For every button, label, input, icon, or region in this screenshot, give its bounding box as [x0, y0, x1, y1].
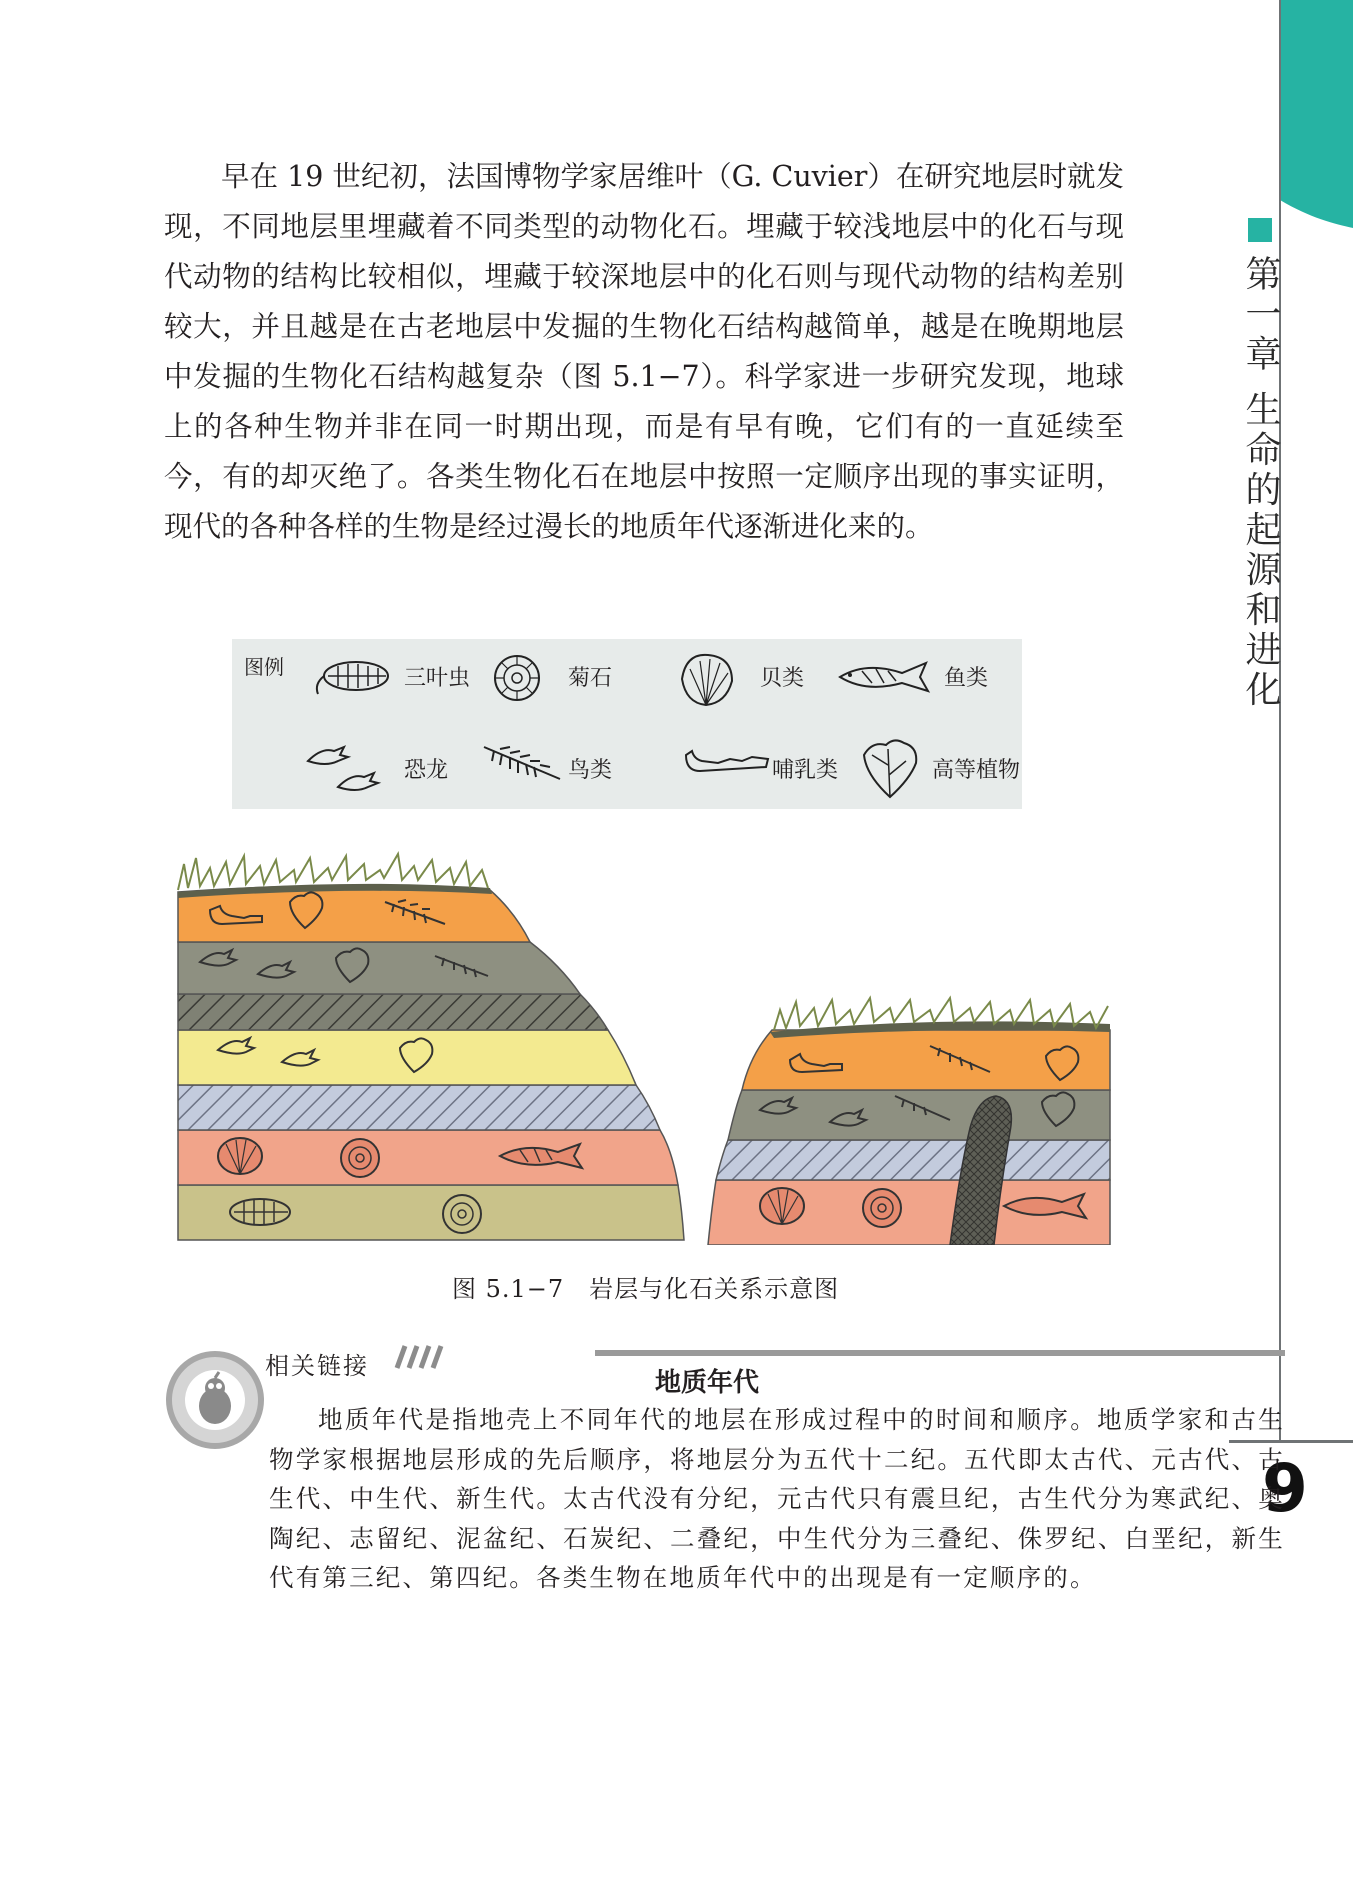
strata-figure [170, 850, 1130, 1245]
body-paragraph: 早在 19 世纪初，法国博物学家居维叶（G. Cuvier）在研究地层时就发现，不同地层里埋藏着不同类型的动物化石。埋藏于较浅地层中的化石与现代动物的结构比较相似，埋藏于较深地层中的化石则与现代动物的结构差别较大，并且越是在古老地层中发掘的生物化石结构越简单，越是在晚期地层中发掘的生物化石结构越复杂（图 5.1−7）。科学家进一步研究发现，地球上的各种生物并非在同一时期出现，而是有早有晚，它们有的一直延续至今，有的却灭绝了。各类生物化石在地层中按照一定顺序出现的事实证明，现代的各种各样的生物是经过漫长的地质年代逐渐进化来的。 [164, 160, 1124, 543]
layer-orange-right [742, 1030, 1110, 1090]
tab-stripes-icon [387, 1344, 447, 1370]
ammonite-fossil [341, 1139, 379, 1177]
legend-label: 三叶虫 [404, 666, 471, 691]
shell-fossil [760, 1188, 804, 1224]
legend-label: 贝类 [760, 666, 805, 691]
mascot-icon [165, 1350, 265, 1450]
legend-label: 鱼类 [944, 666, 989, 691]
figure-caption: 图 5.1−7 岩层与化石关系示意图 [452, 1275, 840, 1303]
trilobite-icon [308, 654, 398, 700]
related-link-box [165, 1340, 1285, 1660]
dinosaur-footprint-icon [304, 741, 394, 797]
leaf-icon [858, 735, 922, 801]
related-link-rule [595, 1350, 1285, 1356]
legend-title: 图例 [244, 655, 284, 679]
legend-label: 鸟类 [568, 758, 613, 783]
related-link-tab: 相关链接 [265, 1352, 369, 1380]
teal-tab-shape [1280, 0, 1353, 240]
chapter-side-tab [1280, 0, 1353, 1885]
rock-strata-diagram [170, 850, 1130, 1245]
jaw-icon [682, 747, 772, 777]
related-link-paragraph: 地质年代是指地壳上不同年代的地层在形成过程中的时间和顺序。地质学家和古生物学家根据地层形成的先后顺序，将地层分为五代十二纪。五代即太古代、元古代、古生代、中生代、新生代。太古代没有分纪，元古代只有震旦纪，古生代分为寒武纪、奥陶纪、志留纪、泥盆纪、石炭纪、二叠纪，中生代分为三叠纪、侏罗纪、白垩纪，新生代有第三纪、第四纪。各类生物在地质年代中的出现是有一定顺序的。 [269, 1405, 1285, 1592]
layer-hatched-dark [178, 994, 608, 1030]
side-divider-line [1279, 0, 1281, 1440]
figure-legend [232, 639, 1022, 809]
legend-label: 恐龙 [404, 758, 449, 783]
layer-hatched-blue-right [716, 1140, 1110, 1180]
body-paragraph-block [164, 152, 1124, 552]
related-link-body [269, 1400, 1285, 1598]
feather-icon [480, 743, 564, 783]
page-number: 9 [1262, 1450, 1308, 1527]
shell-icon [676, 649, 738, 709]
related-link-title: 地质年代 [655, 1368, 760, 1398]
layer-hatched-blue [178, 1085, 660, 1130]
legend-label: 哺乳类 [772, 758, 839, 783]
shell-fossil [218, 1138, 262, 1174]
ammonite-icon [490, 651, 544, 705]
legend-label: 高等植物 [932, 758, 1021, 783]
legend-label: 菊石 [568, 666, 613, 691]
layer-gray-right [728, 1090, 1110, 1140]
ammonite-fossil [863, 1189, 901, 1227]
chapter-marker-square [1248, 218, 1272, 242]
layer-yellow [178, 1030, 636, 1085]
layer-gray [178, 942, 580, 994]
chapter-title: 第一章 生命的起源和进化 [1240, 255, 1281, 711]
fish-icon [836, 659, 932, 695]
